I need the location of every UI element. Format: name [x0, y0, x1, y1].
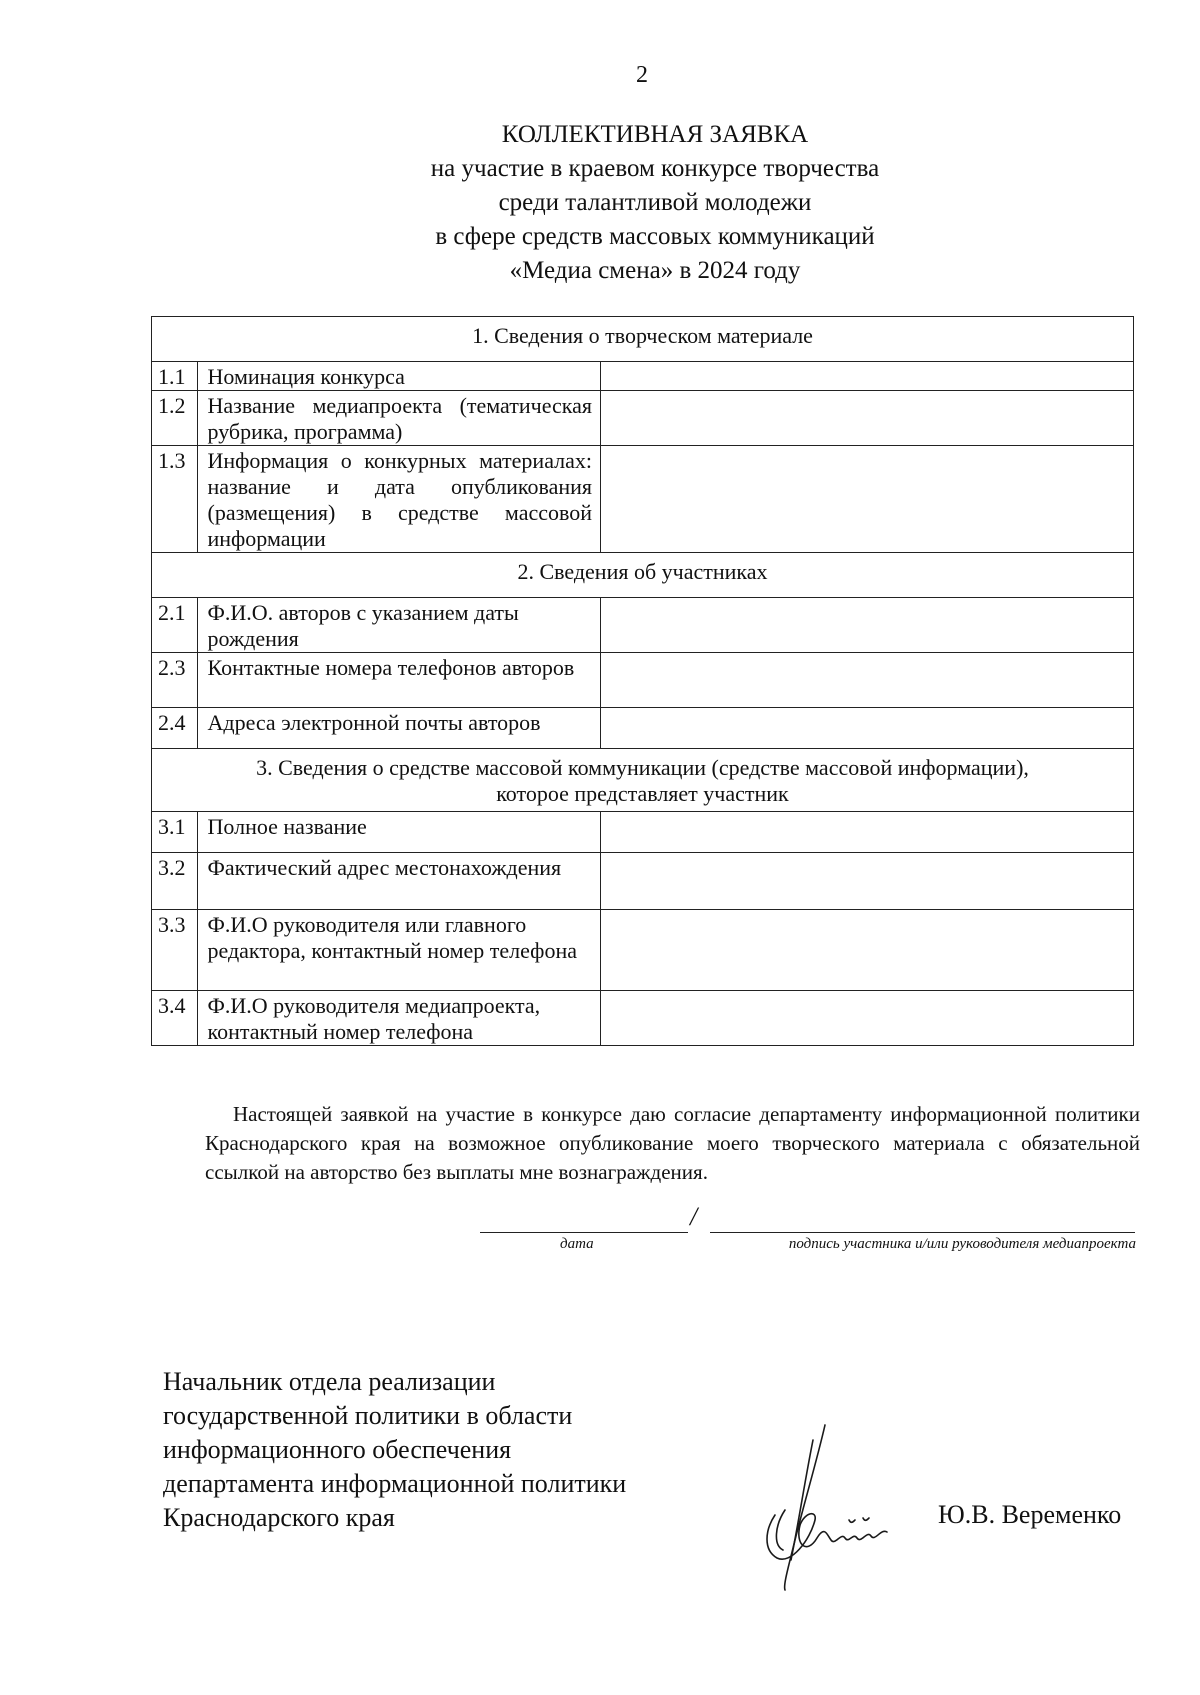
section-heading: 2. Сведения об участниках: [152, 553, 1134, 598]
row-value-field[interactable]: [601, 910, 1134, 991]
table-row: [152, 812, 1134, 853]
row-label: Ф.И.О. авторов с указанием даты рождения: [197, 598, 601, 653]
section-heading-row: [152, 749, 1134, 812]
date-line[interactable]: [480, 1232, 688, 1233]
application-form-table: [151, 316, 1134, 1046]
table-row: [152, 910, 1134, 991]
row-value-field[interactable]: [601, 598, 1134, 653]
table-row: [152, 853, 1134, 910]
row-label: Ф.И.О руководителя медиапроекта, контактный номер телефона: [197, 991, 601, 1046]
section-heading-row: [152, 553, 1134, 598]
signature-line[interactable]: [710, 1232, 1135, 1233]
row-number: 1.3: [152, 446, 198, 553]
consent-text: Настоящей заявкой на участие в конкурсе даю согласие департаменту информационной политики Краснодарского края на возможное опубликование моего творческого материала с обязательной ссылкой на авторство без выплаты мне вознаграждения.: [205, 1102, 1140, 1184]
section-heading-row: [152, 317, 1134, 362]
row-label: Ф.И.О руководителя или главного редактора, контактный номер телефона: [197, 910, 601, 991]
table-row: [152, 653, 1134, 708]
table-row: [152, 708, 1134, 749]
table-row: [152, 991, 1134, 1046]
title-line: на участие в краевом конкурсе творчества: [430, 155, 880, 182]
row-label: Номинация конкурса: [197, 362, 601, 391]
row-number: 3.4: [152, 991, 198, 1046]
position-line: Краснодарского края: [163, 1503, 395, 1532]
document-title: [330, 118, 980, 288]
title-line: «Медиа смена» в 2024 году: [509, 257, 801, 284]
row-value-field[interactable]: [601, 853, 1134, 910]
table-row: [152, 362, 1134, 391]
position-line: информационного обеспечения: [163, 1435, 512, 1464]
row-value-field[interactable]: [601, 991, 1134, 1046]
row-label: Полное название: [197, 812, 601, 853]
date-caption: дата: [560, 1236, 594, 1252]
handwritten-signature: [755, 1420, 905, 1595]
row-number: 1.2: [152, 391, 198, 446]
row-number: 3.1: [152, 812, 198, 853]
position-line: Начальник отдела реализации: [163, 1367, 496, 1396]
position-line: государственной политики в области: [163, 1401, 573, 1430]
table-row: [152, 391, 1134, 446]
row-number: 2.1: [152, 598, 198, 653]
signer-name: Ю.В. Веременко: [938, 1500, 1122, 1529]
row-label: Контактные номера телефонов авторов: [197, 653, 601, 708]
row-value-field[interactable]: [601, 812, 1134, 853]
row-label: Название медиапроекта (тематическая рубрика, программа): [197, 391, 601, 446]
row-label: Информация о конкурных материалах: название и дата опубликования (размещения) в средстве массовой информации: [197, 446, 601, 553]
table-row: [152, 598, 1134, 653]
row-number: 3.2: [152, 853, 198, 910]
row-number: 2.4: [152, 708, 198, 749]
row-number: 1.1: [152, 362, 198, 391]
row-value-field[interactable]: [601, 362, 1134, 391]
official-position: [163, 1365, 626, 1535]
signature-separator: /: [690, 1202, 698, 1231]
row-value-field[interactable]: [601, 653, 1134, 708]
row-value-field[interactable]: [601, 391, 1134, 446]
row-value-field[interactable]: [601, 446, 1134, 553]
row-label: Фактический адрес местонахождения: [197, 853, 601, 910]
title-line: в сфере средств массовых коммуникаций: [435, 223, 875, 250]
row-number: 2.3: [152, 653, 198, 708]
row-value-field[interactable]: [601, 708, 1134, 749]
section-heading-line: которое представляет участник: [496, 781, 789, 806]
title-line: КОЛЛЕКТИВНАЯ ЗАЯВКА: [501, 121, 809, 148]
section-heading-line: 3. Сведения о средстве массовой коммуникации (средстве массовой информации),: [256, 755, 1029, 780]
position-line: департамента информационной политики: [163, 1469, 627, 1498]
row-label: Адреса электронной почты авторов: [197, 708, 601, 749]
section-heading: [152, 749, 1134, 812]
title-line: среди талантливой молодежи: [498, 189, 812, 216]
consent-paragraph: [205, 1100, 1140, 1187]
table-row: [152, 446, 1134, 553]
row-number: 3.3: [152, 910, 198, 991]
section-heading: 1. Сведения о творческом материале: [152, 317, 1134, 362]
signature-caption: подпись участника и/или руководителя медиапроекта: [788, 1236, 1136, 1252]
